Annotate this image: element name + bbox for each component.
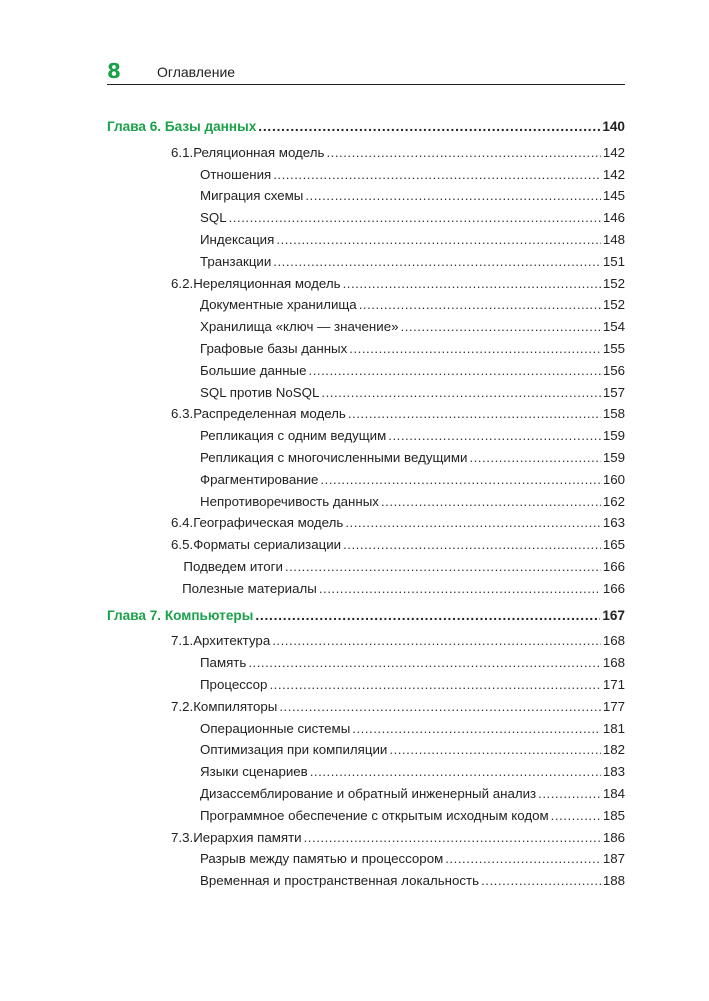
toc-entry-title: Операционные системы [200, 720, 351, 736]
toc-section-number: 6.1. [171, 144, 194, 160]
toc-entry-row [107, 425, 625, 447]
toc-entry-row [107, 578, 625, 600]
dot-leader [469, 447, 600, 469]
toc-entry-title: Документные хранилища [200, 297, 357, 313]
toc-entry-row [107, 827, 625, 849]
toc-page-number: 185 [602, 807, 625, 823]
toc-entry-title: SQL [200, 210, 227, 226]
dot-leader [352, 718, 601, 740]
toc-entry-row [107, 316, 625, 338]
toc-entry-title: Глава 6. Базы данных [107, 119, 257, 134]
dot-leader [319, 578, 601, 600]
toc-entry-title: Непротиворечивость данных [200, 493, 379, 509]
toc-entry-title: Распределенная модель [193, 406, 346, 422]
dot-leader [481, 870, 601, 892]
dot-leader [388, 425, 601, 447]
toc-page-number: 183 [602, 764, 625, 780]
dot-leader [381, 491, 601, 513]
running-title: Оглавление [157, 64, 236, 80]
toc-section-number: 6.2. [171, 275, 194, 291]
dot-leader [255, 605, 600, 627]
toc-entry-title: Оптимизация при компиляции [200, 742, 388, 758]
toc-page-number: 142 [602, 144, 625, 160]
dot-leader [258, 116, 600, 138]
toc-entry-row [107, 382, 625, 404]
dot-leader [309, 360, 601, 382]
toc-page-number: 163 [602, 515, 625, 531]
toc-page-number: 152 [602, 297, 625, 313]
dot-leader [305, 185, 600, 207]
page-header [107, 58, 625, 85]
toc-entry-title: Иерархия памяти [193, 829, 302, 845]
toc-entry-row [107, 447, 625, 469]
toc-page-number: 162 [602, 493, 625, 509]
dot-leader [276, 229, 601, 251]
toc-entry-row [107, 534, 625, 556]
toc-entry-row [107, 491, 625, 513]
toc-entry-row [107, 273, 625, 295]
toc-section-number: 6.4. [171, 515, 194, 531]
toc-page-number: 177 [602, 698, 625, 714]
toc-entry-row [107, 718, 625, 740]
toc-entry-title: Отношения [200, 166, 272, 182]
toc-page-number: 171 [602, 676, 625, 692]
toc-entry-row [107, 360, 625, 382]
toc-entry-title: Географическая модель [193, 515, 344, 531]
toc-entry-title: Подведем итоги [183, 558, 283, 574]
toc-entry-title: Полезные материалы [182, 580, 317, 596]
toc-entry-title: Временная и пространственная локальность [200, 873, 480, 889]
dot-leader [285, 556, 601, 578]
toc-entry-row [107, 251, 625, 273]
dot-leader [273, 251, 601, 273]
toc-section-number: 6.5. [171, 537, 194, 553]
dot-leader [273, 164, 601, 186]
toc-entry-title: Реляционная модель [193, 144, 325, 160]
toc-chapter-row [107, 605, 625, 627]
toc-entry-title: Программное обеспечение с открытым исходным кодом [200, 807, 549, 823]
toc-page-number: 186 [602, 829, 625, 845]
toc-section-number: 6.3. [171, 406, 194, 422]
dot-leader [401, 316, 601, 338]
toc-page-number: 140 [602, 119, 625, 134]
toc-chapter-row [107, 116, 625, 138]
toc-entry-row [107, 696, 625, 718]
dot-leader [272, 630, 601, 652]
dot-leader [445, 848, 601, 870]
toc-entry-title: Репликация с многочисленными ведущими [200, 449, 468, 465]
toc-entry-title: Глава 7. Компьютеры [107, 607, 254, 623]
dot-leader [326, 142, 600, 164]
page-number: 8 [107, 59, 121, 83]
toc-entry-title: Репликация с одним ведущим [200, 428, 387, 444]
toc-section-number: 7.1. [171, 633, 194, 649]
dot-leader [359, 294, 601, 316]
toc-page-number: 184 [602, 785, 625, 801]
dot-leader [321, 382, 600, 404]
toc-entry-row [107, 338, 625, 360]
toc-page-number: 145 [602, 188, 625, 204]
dot-leader [310, 761, 601, 783]
toc-entry-row [107, 652, 625, 674]
dot-leader [269, 674, 600, 696]
toc-entry-row [107, 512, 625, 534]
toc-entry-row [107, 870, 625, 892]
toc-entry-title: Дизассемблирование и обратный инженерный анализ [200, 785, 537, 801]
toc-page-number: 167 [602, 607, 625, 623]
toc-page-number: 181 [602, 720, 625, 736]
toc-entry-row [107, 783, 625, 805]
toc-page-number: 154 [602, 319, 625, 335]
dot-leader [538, 783, 601, 805]
dot-leader [343, 534, 601, 556]
toc-entry-row [107, 142, 625, 164]
dot-leader [389, 739, 600, 761]
toc-page-number: 157 [602, 384, 625, 400]
toc-section-number: 7.3. [171, 829, 194, 845]
toc-entry-row [107, 207, 625, 229]
toc-page-number: 146 [602, 210, 625, 226]
toc-entry-title: Архитектура [193, 633, 271, 649]
toc-page-number: 142 [602, 166, 625, 182]
toc-page-number: 159 [602, 428, 625, 444]
dot-leader [229, 207, 601, 229]
toc-entry-row [107, 556, 625, 578]
toc-entry-title: Графовые базы данных [200, 340, 348, 356]
toc-page-number: 188 [602, 873, 625, 889]
dot-leader [320, 469, 600, 491]
dot-leader [248, 652, 601, 674]
toc-page-number: 148 [602, 231, 625, 247]
toc-entry-row [107, 805, 625, 827]
toc-entry-row [107, 674, 625, 696]
toc-entry-title: Индексация [200, 231, 275, 247]
toc-entry-title: Миграция схемы [200, 188, 304, 204]
toc-entry-title: Хранилища «ключ — значение» [200, 319, 399, 335]
toc-entry-title: Компиляторы [193, 698, 278, 714]
toc-entry-title: Разрыв между памятью и процессором [200, 851, 444, 867]
toc-page-number: 151 [602, 253, 625, 269]
toc-page-number: 158 [602, 406, 625, 422]
toc-entry-row [107, 848, 625, 870]
toc-page-number: 155 [602, 340, 625, 356]
dot-leader [345, 512, 601, 534]
toc-entry-row [107, 761, 625, 783]
toc-page-number: 159 [602, 449, 625, 465]
toc-entry-row [107, 630, 625, 652]
toc-entry-title: Большие данные [200, 362, 307, 378]
toc-page-number: 168 [602, 655, 625, 671]
toc-page-number: 182 [602, 742, 625, 758]
toc-page-number: 168 [602, 633, 625, 649]
dot-leader [279, 696, 600, 718]
toc-page-number: 165 [602, 537, 625, 553]
toc-page-number: 152 [602, 275, 625, 291]
toc-entry-title: SQL против NoSQL [200, 384, 320, 400]
toc-entry-title: Процессор [200, 676, 268, 692]
table-of-contents [107, 116, 625, 892]
toc-entry-row [107, 294, 625, 316]
toc-entry-row [107, 229, 625, 251]
toc-page-number: 160 [602, 471, 625, 487]
toc-page-number: 187 [602, 851, 625, 867]
toc-entry-title: Фрагментирование [200, 471, 319, 487]
dot-leader [304, 827, 601, 849]
dot-leader [348, 403, 601, 425]
dot-leader [343, 273, 601, 295]
toc-entry-title: Транзакции [200, 253, 272, 269]
toc-entry-title: Языки сценариев [200, 764, 308, 780]
toc-entry-row [107, 164, 625, 186]
toc-page-number: 166 [602, 580, 625, 596]
toc-section-number: 7.2. [171, 698, 194, 714]
dot-leader [349, 338, 601, 360]
toc-page-number: 156 [602, 362, 625, 378]
toc-entry-row [107, 403, 625, 425]
toc-entry-title: Память [200, 655, 247, 671]
toc-entry-row [107, 739, 625, 761]
toc-entry-title: Нереляционная модель [193, 275, 341, 291]
toc-entry-row [107, 469, 625, 491]
toc-entry-title: Форматы сериализации [193, 537, 342, 553]
toc-page-number: 166 [602, 558, 625, 574]
toc-entry-row [107, 185, 625, 207]
dot-leader [551, 805, 601, 827]
